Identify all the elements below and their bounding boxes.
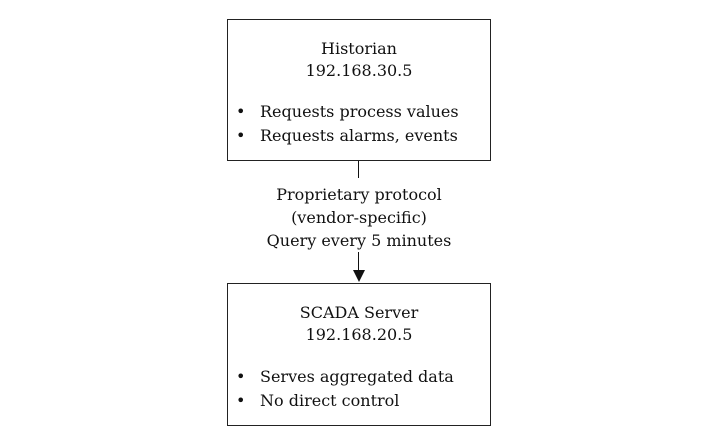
list-item: • Requests alarms, events [236, 124, 459, 148]
bullet-icon: • [236, 102, 246, 121]
node-ip: 192.168.20.5 [305, 325, 413, 344]
bullet-icon: • [236, 391, 246, 410]
node-ip: 192.168.30.5 [305, 61, 413, 80]
scada-server-node [227, 283, 491, 426]
connector-line [358, 252, 359, 272]
list-item: • Requests process values [236, 100, 459, 124]
historian-node [227, 19, 491, 161]
bullet-icon: • [236, 367, 246, 386]
list-item: • No direct control [236, 389, 454, 413]
bullet-icon: • [236, 126, 246, 145]
node-bullet-list [236, 100, 459, 148]
edge-label: Proprietary protocol (vendor-specific) Query every 5 minutes [266, 185, 452, 250]
node-bullet-list [236, 365, 454, 413]
list-item: • Serves aggregated data [236, 365, 454, 389]
arrow-down-icon [353, 270, 365, 282]
connector-line [358, 161, 359, 178]
node-title: SCADA Server [299, 303, 419, 322]
node-title: Historian [321, 39, 397, 58]
